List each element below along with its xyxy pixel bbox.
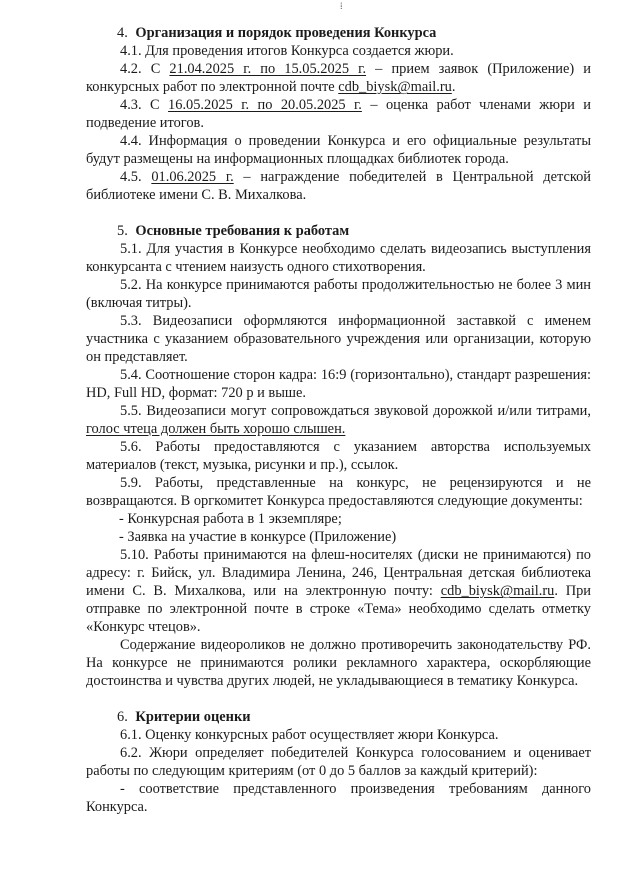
paragraph-5-2: 5.2. На конкурсе принимаются работы продолжительностью не более 3 мин (включая титры). bbox=[86, 277, 591, 311]
section-spacer bbox=[86, 690, 591, 708]
paragraph-6-1: 6.1. Оценку конкурсных работ осуществляет жюри Конкурса. bbox=[120, 727, 499, 743]
paragraph-6-2: 6.2. Жюри определяет победителей Конкурса голосованием и оценивает работы по следующим критериям (от 0 до 5 баллов за каждый критерий): bbox=[86, 745, 591, 779]
section-4-number: 4. bbox=[117, 25, 128, 41]
paragraph-4-3-lead: 4.3. С bbox=[120, 97, 169, 113]
paragraph-4-2-dates: 21.04.2025 г. по 15.05.2025 г. bbox=[169, 61, 367, 77]
section-6-title: Критерии оценки bbox=[135, 709, 251, 725]
section-5-number: 5. bbox=[117, 223, 128, 239]
paragraph-5-4: 5.4. Соотношение сторон кадра: 16:9 (горизонтально), стандарт разрешения: HD, Full HD, формат: 720 p и выше. bbox=[86, 367, 591, 401]
paragraph-4-1: 4.1. Для проведения итогов Конкурса создается жюри. bbox=[120, 43, 454, 59]
paragraph-5-5-text: 5.5. Видеозаписи могут сопровождаться звуковой дорожкой и/или титрами, bbox=[120, 403, 591, 419]
list-item: - Заявка на участие в конкурсе (Приложение) bbox=[119, 529, 397, 545]
list-item: - Конкурсная работа в 1 экземпляре; bbox=[119, 511, 342, 527]
paragraph-5-5 bbox=[86, 402, 591, 438]
paragraph-5-6: 5.6. Работы предоставляются с указанием авторства используемых материалов (текст, музыка, рисунки и пр.), ссылок. bbox=[86, 439, 591, 473]
section-5-heading bbox=[86, 222, 591, 240]
page-marks: ⁞ bbox=[340, 1, 343, 11]
paragraph-5-1: 5.1. Для участия в Конкурсе необходимо сделать видеозапись выступления конкурсанта с чтением наизусть одного стихотворения. bbox=[86, 241, 591, 275]
section-6-number: 6. bbox=[117, 709, 128, 725]
paragraph-4-5-date: 01.06.2025 г. bbox=[151, 169, 234, 185]
paragraph-4-5-lead: 4.5. bbox=[120, 169, 152, 185]
paragraph-4-2 bbox=[86, 60, 591, 96]
paragraph-5-10-text: 5.10. Работы принимаются на флеш-носителях (диски не принимаются) по адресу: г. Бийск, ул. Владимира Ленина, 246, Центральная детская библиотека имени С. В. Михалкова, или на электронную почту: bbox=[86, 547, 591, 599]
section-4-title: Организация и порядок проведения Конкурса bbox=[135, 25, 437, 41]
paragraph-4-2-text: – прием заявок (Приложение) и конкурсных работ по электронной почте bbox=[86, 61, 591, 95]
section-6-heading bbox=[86, 708, 591, 726]
paragraph-5-10 bbox=[86, 546, 591, 636]
paragraph-5-5-underlined: голос чтеца должен быть хорошо слышен. bbox=[86, 421, 346, 437]
paragraph-4-3-dates: 16.05.2025 г. по 20.05.2025 г. bbox=[168, 97, 362, 113]
paragraph-4-2-lead: 4.2. С bbox=[120, 61, 170, 77]
email-link[interactable]: cdb_biysk@mail.ru bbox=[440, 583, 555, 599]
paragraph-4-3-text: – оценка работ членами жюри и подведение итогов. bbox=[86, 97, 592, 131]
paragraph-4-4: 4.4. Информация о проведении Конкурса и его официальные результаты будут размещены на информационных площадках библиотек города. bbox=[86, 133, 591, 167]
email-link[interactable]: cdb_biysk@mail.ru bbox=[338, 79, 452, 95]
paragraph-4-3 bbox=[86, 96, 591, 132]
paragraph-5-10-end: . При отправке по электронной почте в строке «Тема» необходимо сделать отметку «Конкурс чтецов». bbox=[86, 583, 592, 635]
section-5-title: Основные требования к работам bbox=[135, 223, 350, 239]
paragraph-5-9: 5.9. Работы, представленные на конкурс, не рецензируются и не возвращаются. В оргкомитет Конкурса предоставляются следующие документы: bbox=[86, 475, 591, 509]
paragraph-4-2-end: . bbox=[451, 79, 456, 95]
section-spacer bbox=[86, 204, 591, 222]
paragraph-4-5-text: – награждение победителей в Центральной детской библиотеке имени С. В. Михалкова. bbox=[86, 169, 592, 203]
paragraph-5-3: 5.3. Видеозаписи оформляются информационной заставкой с именем участника с указанием образовательного учреждения или организации, которую он представляет. bbox=[86, 313, 591, 365]
section-4-heading bbox=[86, 24, 591, 42]
paragraph-content-rules: Содержание видеороликов не должно противоречить законодательству РФ. На конкурсе не принимаются ролики рекламного характера, оскорбляющие достоинства и чувства других людей, не укладывающиеся в тематику Конкурса. bbox=[86, 637, 591, 689]
list-item: - соответствие представленного произведения требованиям данного Конкурса. bbox=[86, 781, 591, 815]
paragraph-4-5 bbox=[86, 168, 591, 204]
